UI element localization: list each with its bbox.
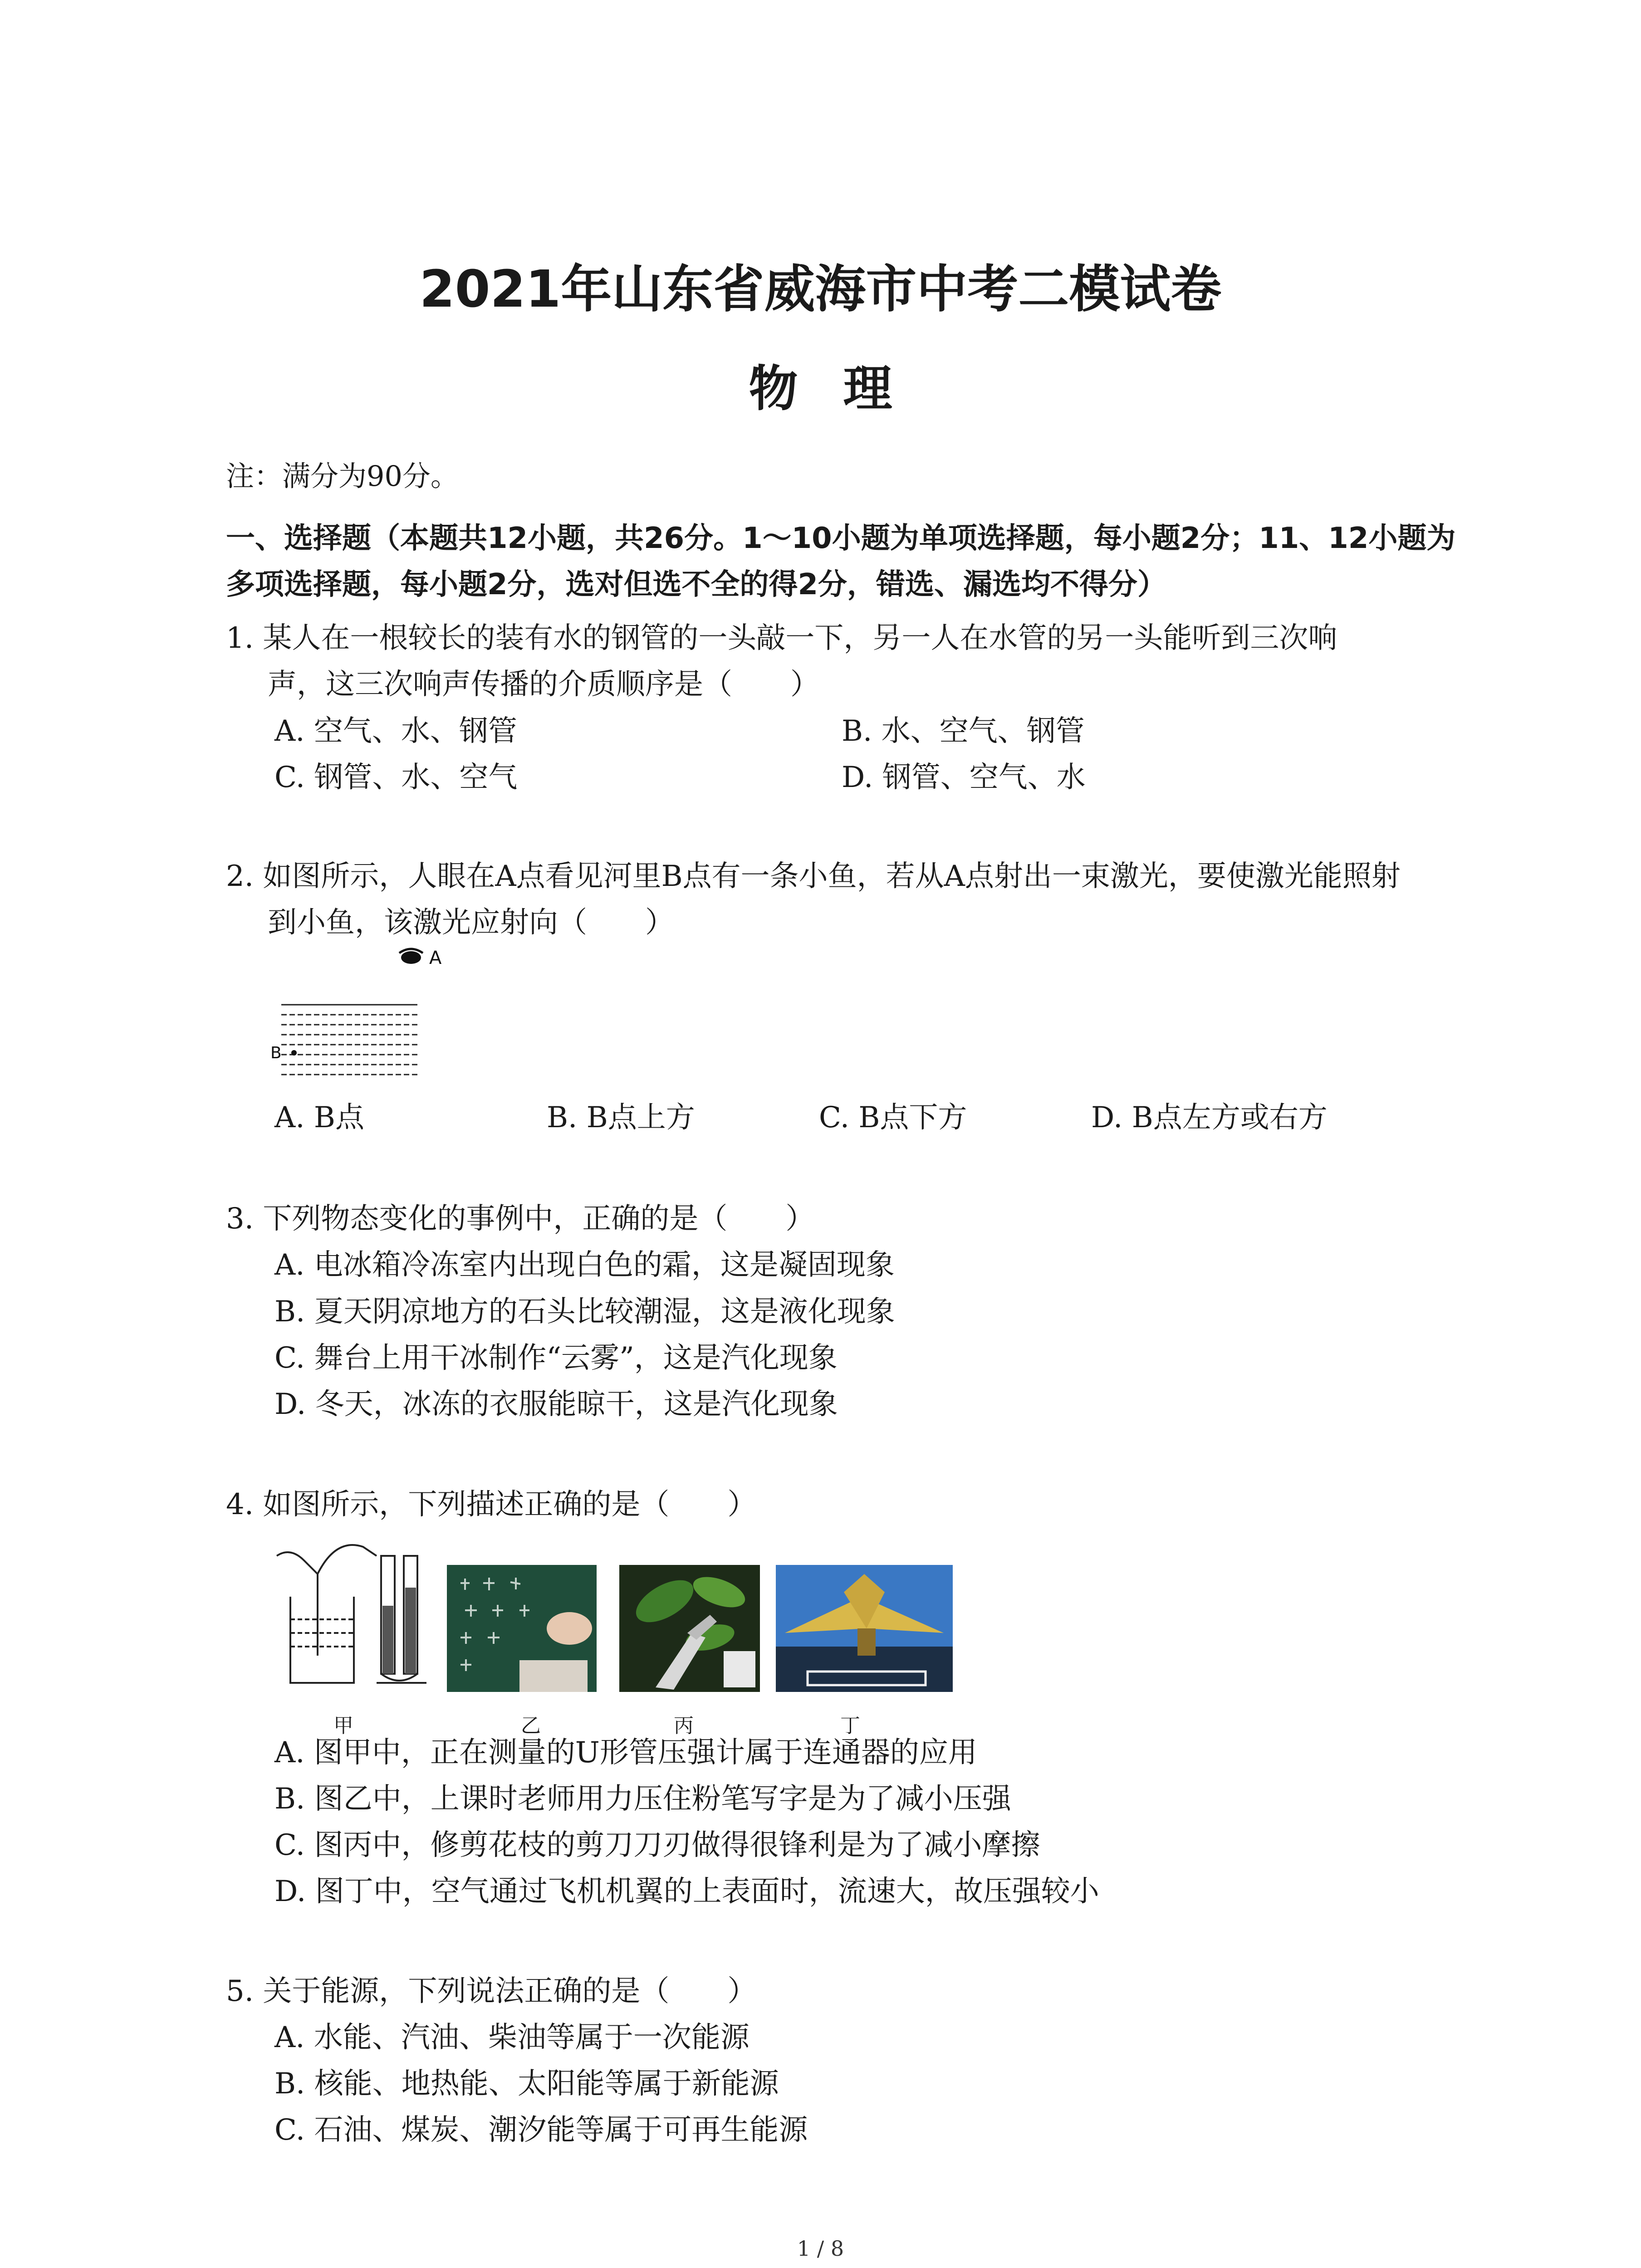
q3-option-d: D. 冬天，冰冻的衣服能晾干，这是汽化现象 <box>274 1388 838 1421</box>
q3-option-b: B. 夏天阴凉地方的石头比较潮湿，这是液化现象 <box>274 1295 895 1329</box>
q5-option-b: B. 核能、地热能、太阳能等属于新能源 <box>274 2067 779 2101</box>
q4-figure-bing <box>619 1565 760 1692</box>
q2-figure <box>263 937 454 1091</box>
q2-option-b: B. B点上方 <box>547 1101 695 1134</box>
q2-option-c: C. B点下方 <box>819 1101 967 1134</box>
q1-option-a: A. 空气、水、钢管 <box>274 714 517 748</box>
q5-stem: 5. 关于能源，下列说法正确的是（ ） <box>226 1975 757 2008</box>
fig-label-bing: 丙 <box>674 1714 694 1737</box>
q1-stem-line2: 声，这三次响声传播的介质顺序是（ ） <box>268 668 819 701</box>
q1-stem-line1: 1. 某人在一根较长的装有水的钢管的一头敲一下，另一人在水管的另一头能听到三次响 <box>226 621 1337 655</box>
fig-label-ding: 丁 <box>840 1714 860 1737</box>
q5-option-c: C. 石油、煤炭、潮汐能等属于可再生能源 <box>274 2113 808 2147</box>
section-heading-line1: 一、选择题（本题共12小题，共26分。1～10小题为单项选择题，每小题2分；11、12小题为 <box>226 522 1456 555</box>
q3-option-c: C. 舞台上用干冰制作“云雾”，这是汽化现象 <box>274 1341 838 1375</box>
fish-point <box>291 1050 297 1056</box>
q1-option-c: C. 钢管、水、空气 <box>274 761 518 794</box>
q4-option-d: D. 图丁中，空气通过飞机机翼的上表面时，流速大，故压强较小 <box>274 1875 1099 1908</box>
score-note: 注：满分为90分。 <box>226 459 459 493</box>
q4-stem: 4. 如图所示，下列描述正确的是（ ） <box>226 1488 757 1521</box>
q4-figure-ding <box>776 1565 953 1692</box>
q1-option-b: B. 水、空气、钢管 <box>842 714 1085 748</box>
q1-option-d: D. 钢管、空气、水 <box>842 761 1086 794</box>
q4-option-a: A. 图甲中，正在测量的U形管压强计属于连通器的应用 <box>274 1736 977 1769</box>
point-b-label: B <box>270 1044 282 1062</box>
page-title: 2021年山东省威海市中考二模试卷 <box>419 260 1222 319</box>
fig-label-yi: 乙 <box>521 1714 541 1737</box>
section-heading-line2: 多项选择题，每小题2分，选对但选不全的得2分，错选、漏选均不得分） <box>226 568 1167 601</box>
point-a-label: A <box>429 948 442 968</box>
q4-figure-jia <box>263 1529 440 1692</box>
eye-icon <box>399 949 423 964</box>
q2-option-d: D. B点左方或右方 <box>1091 1101 1327 1134</box>
q4-option-b: B. 图乙中，上课时老师用力压住粉笔写字是为了减小压强 <box>274 1782 1011 1816</box>
q2-stem-line1: 2. 如图所示，人眼在A点看见河里B点有一条小鱼，若从A点射出一束激光，要使激光能照射 <box>226 860 1401 893</box>
q2-option-a: A. B点 <box>274 1101 364 1134</box>
subject-title: 物理 <box>749 361 938 417</box>
page-number: 1 / 8 <box>797 2236 844 2261</box>
q4-figure-yi <box>447 1565 597 1692</box>
fig-label-jia: 甲 <box>333 1714 353 1737</box>
q2-stem-line2: 到小鱼，该激光应射向（ ） <box>268 906 674 939</box>
q3-stem: 3. 下列物态变化的事例中，正确的是（ ） <box>226 1202 815 1236</box>
q5-option-a: A. 水能、汽油、柴油等属于一次能源 <box>274 2021 749 2054</box>
q3-option-a: A. 电冰箱冷冻室内出现白色的霜，这是凝固现象 <box>274 1248 895 1282</box>
q4-option-c: C. 图丙中，修剪花枝的剪刀刀刃做得很锋利是为了减小摩擦 <box>274 1828 1040 1862</box>
